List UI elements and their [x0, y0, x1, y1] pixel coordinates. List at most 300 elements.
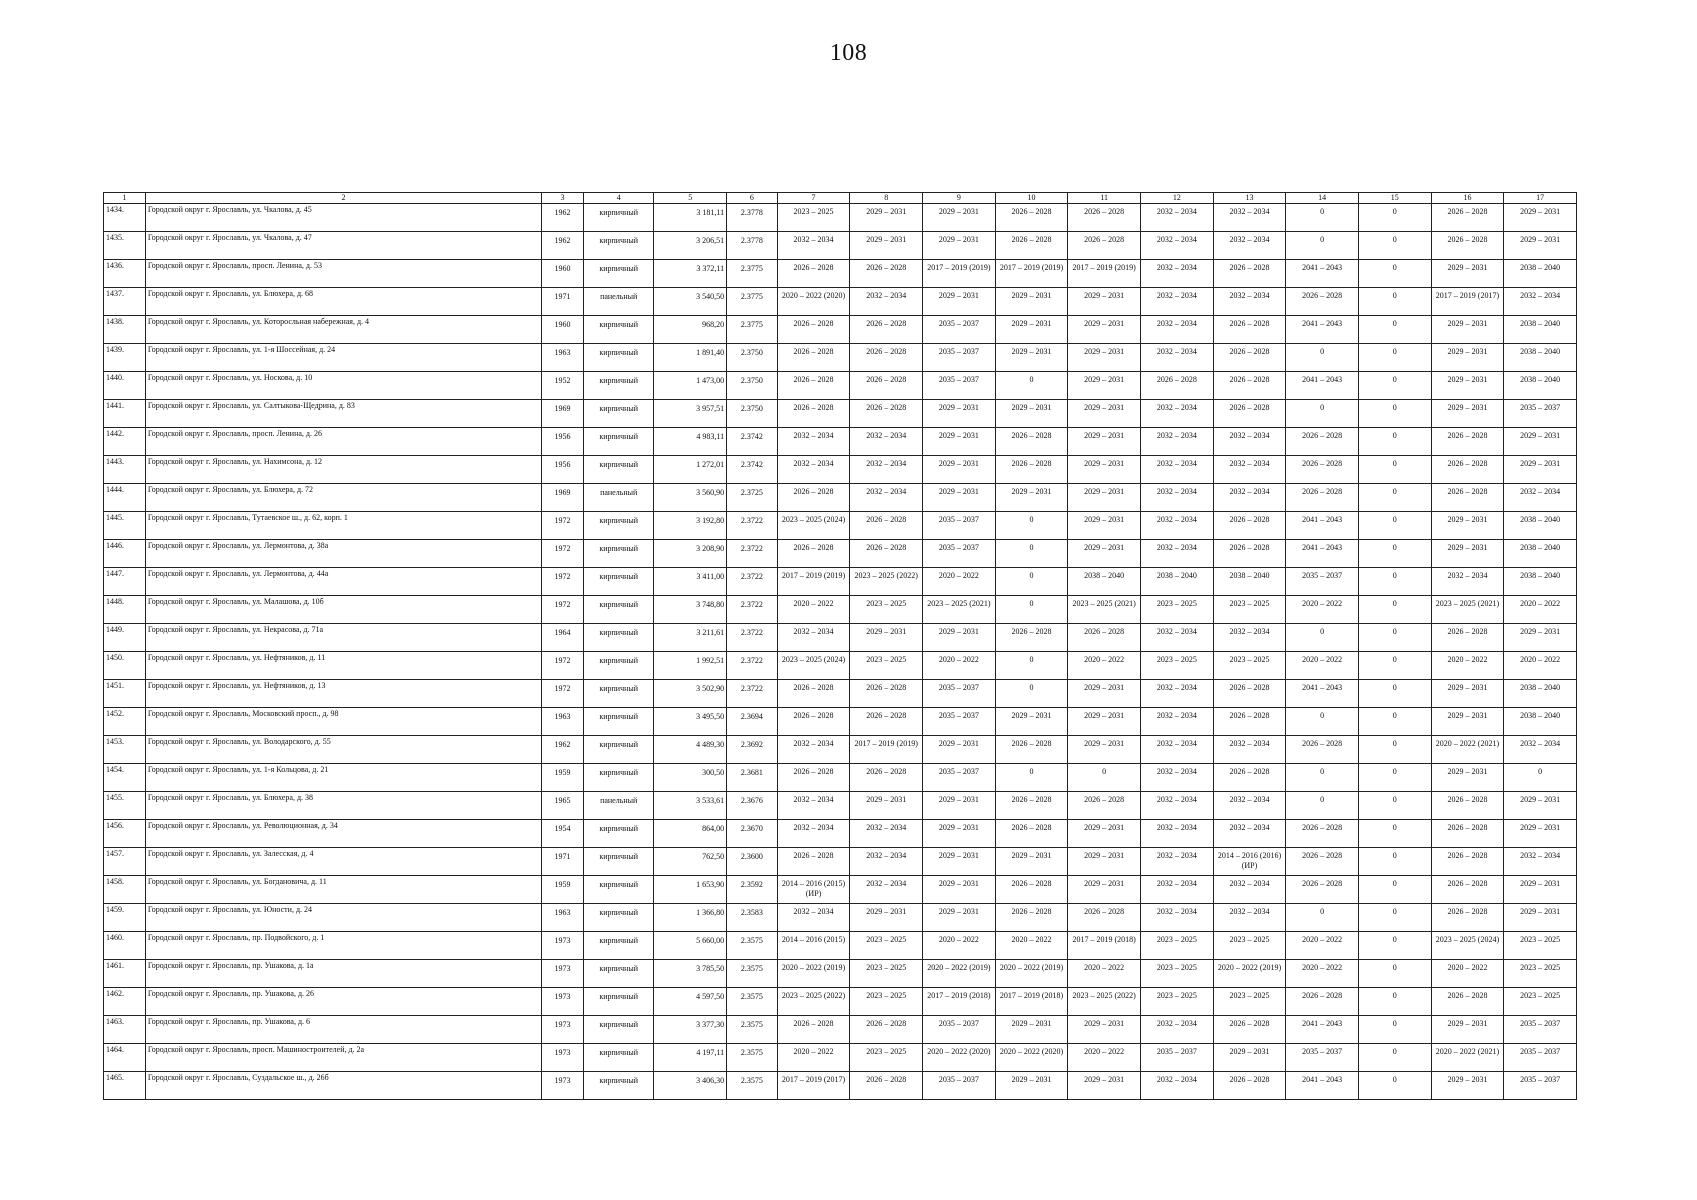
- row-number-cell: 1455.: [104, 792, 146, 820]
- table-row: [104, 764, 1577, 792]
- period-cell: 2029 – 2031: [1431, 1072, 1504, 1100]
- table-row: [104, 204, 1577, 232]
- period-cell: 2020 – 2022 (2019): [995, 960, 1068, 988]
- row-number-cell: 1456.: [104, 820, 146, 848]
- period-cell: 2020 – 2022 (2021): [1431, 1044, 1504, 1072]
- build-year-cell: 1956: [542, 456, 584, 484]
- period-cell: 0: [1358, 344, 1431, 372]
- period-cell: 0: [995, 652, 1068, 680]
- period-cell: 2026 – 2028: [850, 708, 923, 736]
- period-cell: 2035 – 2037: [923, 372, 996, 400]
- period-cell: 2029 – 2031: [1068, 400, 1141, 428]
- area-cell: 3 411,00: [654, 568, 727, 596]
- period-cell: 2026 – 2028: [777, 680, 850, 708]
- period-cell: 2026 – 2028: [777, 316, 850, 344]
- row-number-cell: 1465.: [104, 1072, 146, 1100]
- period-cell: 2020 – 2022 (2021): [1431, 736, 1504, 764]
- period-cell: 0: [1286, 708, 1359, 736]
- address-cell: Городской округ г. Ярославль, Московский просп., д. 98: [145, 708, 541, 736]
- period-cell: 2026 – 2028: [1431, 624, 1504, 652]
- column-header-6: 6: [727, 193, 778, 204]
- row-number-cell: 1464.: [104, 1044, 146, 1072]
- period-cell: 2026 – 2028: [850, 1016, 923, 1044]
- period-cell: 2026 – 2028: [995, 792, 1068, 820]
- period-cell: 2035 – 2037: [923, 540, 996, 568]
- period-cell: 2032 – 2034: [1141, 820, 1214, 848]
- build-year-cell: 1969: [542, 400, 584, 428]
- period-cell: 2020 – 2022: [777, 1044, 850, 1072]
- period-cell: 2026 – 2028: [1286, 456, 1359, 484]
- area-cell: 3 406,30: [654, 1072, 727, 1100]
- row-number-cell: 1457.: [104, 848, 146, 876]
- period-cell: 2029 – 2031: [1504, 876, 1577, 904]
- period-cell: 2023 – 2025 (2021): [1431, 596, 1504, 624]
- column-header-11: 11: [1068, 193, 1141, 204]
- area-cell: 3 206,51: [654, 232, 727, 260]
- column-header-13: 13: [1213, 193, 1286, 204]
- period-cell: 0: [1358, 512, 1431, 540]
- wall-material-cell: кирпичный: [583, 1072, 653, 1100]
- period-cell: 2038 – 2040: [1504, 512, 1577, 540]
- table-row: [104, 512, 1577, 540]
- period-cell: 2029 – 2031: [1068, 1072, 1141, 1100]
- period-cell: 2029 – 2031: [1068, 848, 1141, 876]
- period-cell: 2026 – 2028: [995, 876, 1068, 904]
- period-cell: 2020 – 2022: [1504, 652, 1577, 680]
- period-cell: 2026 – 2028: [777, 708, 850, 736]
- period-cell: 2023 – 2025 (2024): [1431, 932, 1504, 960]
- period-cell: 2032 – 2034: [1504, 848, 1577, 876]
- period-cell: 0: [1358, 792, 1431, 820]
- period-cell: 2032 – 2034: [1141, 792, 1214, 820]
- area-cell: 3 748,80: [654, 596, 727, 624]
- address-cell: Городской округ г. Ярославль, ул. Богдановича, д. 11: [145, 876, 541, 904]
- period-cell: 2029 – 2031: [923, 484, 996, 512]
- area-cell: 762,50: [654, 848, 727, 876]
- period-cell: 2026 – 2028: [1431, 988, 1504, 1016]
- period-cell: 2023 – 2025: [1213, 988, 1286, 1016]
- period-cell: 2026 – 2028: [1213, 540, 1286, 568]
- period-cell: 2026 – 2028: [995, 624, 1068, 652]
- period-cell: 2026 – 2028: [1213, 764, 1286, 792]
- period-cell: 2023 – 2025: [1213, 652, 1286, 680]
- column-header-5: 5: [654, 193, 727, 204]
- build-year-cell: 1971: [542, 288, 584, 316]
- table-row: [104, 596, 1577, 624]
- wall-material-cell: кирпичный: [583, 232, 653, 260]
- address-cell: Городской округ г. Ярославль, ул. Блюхера, д. 38: [145, 792, 541, 820]
- period-cell: 0: [1286, 792, 1359, 820]
- wall-material-cell: кирпичный: [583, 960, 653, 988]
- table-row: [104, 988, 1577, 1016]
- period-cell: 2029 – 2031: [1431, 344, 1504, 372]
- address-cell: Городской округ г. Ярославль, ул. Нефтяников, д. 11: [145, 652, 541, 680]
- period-cell: 2029 – 2031: [1504, 428, 1577, 456]
- period-cell: 0: [1358, 260, 1431, 288]
- row-number-cell: 1450.: [104, 652, 146, 680]
- period-cell: 2032 – 2034: [1213, 204, 1286, 232]
- wall-material-cell: кирпичный: [583, 820, 653, 848]
- wall-material-cell: кирпичный: [583, 708, 653, 736]
- column-header-8: 8: [850, 193, 923, 204]
- period-cell: 2029 – 2031: [995, 316, 1068, 344]
- row-number-cell: 1438.: [104, 316, 146, 344]
- period-cell: 2026 – 2028: [777, 400, 850, 428]
- wall-material-cell: кирпичный: [583, 400, 653, 428]
- period-cell: 2029 – 2031: [1504, 624, 1577, 652]
- period-cell: 2026 – 2028: [1431, 484, 1504, 512]
- wall-material-cell: кирпичный: [583, 344, 653, 372]
- period-cell: 2029 – 2031: [995, 400, 1068, 428]
- row-number-cell: 1462.: [104, 988, 146, 1016]
- period-cell: 2032 – 2034: [1213, 624, 1286, 652]
- period-cell: 2032 – 2034: [1141, 400, 1214, 428]
- period-cell: 2020 – 2022: [923, 652, 996, 680]
- period-cell: 2026 – 2028: [850, 540, 923, 568]
- period-cell: 2029 – 2031: [923, 456, 996, 484]
- period-cell: 2026 – 2028: [995, 232, 1068, 260]
- period-cell: 0: [1358, 932, 1431, 960]
- area-cell: 3 495,50: [654, 708, 727, 736]
- period-cell: 2026 – 2028: [1068, 904, 1141, 932]
- period-cell: 0: [1358, 624, 1431, 652]
- column-header-7: 7: [777, 193, 850, 204]
- wall-material-cell: кирпичный: [583, 456, 653, 484]
- period-cell: 2026 – 2028: [1431, 204, 1504, 232]
- period-cell: 2017 – 2019 (2019): [923, 260, 996, 288]
- coefficient-cell: 2.3722: [727, 652, 778, 680]
- period-cell: 2032 – 2034: [1213, 876, 1286, 904]
- coefficient-cell: 2.3575: [727, 932, 778, 960]
- wall-material-cell: кирпичный: [583, 316, 653, 344]
- table-row: [104, 428, 1577, 456]
- period-cell: 2029 – 2031: [1431, 372, 1504, 400]
- row-number-cell: 1443.: [104, 456, 146, 484]
- row-number-cell: 1461.: [104, 960, 146, 988]
- table-row: [104, 624, 1577, 652]
- table-row: [104, 568, 1577, 596]
- period-cell: 2026 – 2028: [1213, 400, 1286, 428]
- period-cell: 2020 – 2022: [1431, 960, 1504, 988]
- period-cell: 2029 – 2031: [1068, 428, 1141, 456]
- address-cell: Городской округ г. Ярославль, ул. Лермонтова, д. 38а: [145, 540, 541, 568]
- address-cell: Городской округ г. Ярославль, пр. Ушакова, д. 1а: [145, 960, 541, 988]
- period-cell: 2035 – 2037: [923, 680, 996, 708]
- build-year-cell: 1973: [542, 932, 584, 960]
- coefficient-cell: 2.3775: [727, 288, 778, 316]
- row-number-cell: 1440.: [104, 372, 146, 400]
- build-year-cell: 1972: [542, 540, 584, 568]
- period-cell: 2026 – 2028: [777, 764, 850, 792]
- wall-material-cell: кирпичный: [583, 876, 653, 904]
- period-cell: 2023 – 2025: [1504, 932, 1577, 960]
- period-cell: 2029 – 2031: [1068, 1016, 1141, 1044]
- period-cell: 2035 – 2037: [1286, 1044, 1359, 1072]
- period-cell: 2032 – 2034: [1431, 568, 1504, 596]
- period-cell: 2032 – 2034: [777, 904, 850, 932]
- period-cell: 2038 – 2040: [1504, 568, 1577, 596]
- coefficient-cell: 2.3775: [727, 316, 778, 344]
- period-cell: 2032 – 2034: [1141, 316, 1214, 344]
- period-cell: 2023 – 2025: [1141, 932, 1214, 960]
- period-cell: 2026 – 2028: [1213, 1016, 1286, 1044]
- wall-material-cell: кирпичный: [583, 736, 653, 764]
- period-cell: 2032 – 2034: [777, 820, 850, 848]
- address-cell: Городской округ г. Ярославль, пр. Подвойского, д. 1: [145, 932, 541, 960]
- address-cell: Городской округ г. Ярославль, ул. Чкалова, д. 47: [145, 232, 541, 260]
- build-year-cell: 1962: [542, 232, 584, 260]
- build-year-cell: 1962: [542, 204, 584, 232]
- area-cell: 864,00: [654, 820, 727, 848]
- row-number-cell: 1453.: [104, 736, 146, 764]
- period-cell: 2026 – 2028: [777, 484, 850, 512]
- period-cell: 2020 – 2022 (2020): [923, 1044, 996, 1072]
- period-cell: 2032 – 2034: [1141, 736, 1214, 764]
- build-year-cell: 1969: [542, 484, 584, 512]
- period-cell: 2029 – 2031: [923, 428, 996, 456]
- coefficient-cell: 2.3676: [727, 792, 778, 820]
- period-cell: 2029 – 2031: [1068, 540, 1141, 568]
- period-cell: 2023 – 2025 (2021): [1068, 596, 1141, 624]
- period-cell: 0: [1286, 344, 1359, 372]
- period-cell: 2032 – 2034: [777, 456, 850, 484]
- column-header-4: 4: [583, 193, 653, 204]
- period-cell: 2041 – 2043: [1286, 540, 1359, 568]
- period-cell: 2029 – 2031: [995, 1016, 1068, 1044]
- row-number-cell: 1448.: [104, 596, 146, 624]
- period-cell: 2032 – 2034: [1504, 736, 1577, 764]
- period-cell: 2026 – 2028: [1286, 428, 1359, 456]
- wall-material-cell: кирпичный: [583, 764, 653, 792]
- period-cell: 2035 – 2037: [923, 1072, 996, 1100]
- period-cell: 2038 – 2040: [1504, 260, 1577, 288]
- coefficient-cell: 2.3575: [727, 1016, 778, 1044]
- period-cell: 0: [1358, 1016, 1431, 1044]
- period-cell: 2032 – 2034: [850, 876, 923, 904]
- period-cell: 2026 – 2028: [1431, 876, 1504, 904]
- period-cell: 2029 – 2031: [923, 288, 996, 316]
- period-cell: 2026 – 2028: [1286, 736, 1359, 764]
- period-cell: 2020 – 2022: [1431, 652, 1504, 680]
- build-year-cell: 1952: [542, 372, 584, 400]
- coefficient-cell: 2.3778: [727, 232, 778, 260]
- period-cell: 2032 – 2034: [1141, 484, 1214, 512]
- build-year-cell: 1973: [542, 1044, 584, 1072]
- period-cell: 2017 – 2019 (2018): [1068, 932, 1141, 960]
- period-cell: 2032 – 2034: [777, 736, 850, 764]
- coefficient-cell: 2.3694: [727, 708, 778, 736]
- build-year-cell: 1959: [542, 876, 584, 904]
- period-cell: 2023 – 2025: [1141, 652, 1214, 680]
- period-cell: 2041 – 2043: [1286, 680, 1359, 708]
- period-cell: 2032 – 2034: [777, 792, 850, 820]
- period-cell: 2032 – 2034: [1213, 232, 1286, 260]
- period-cell: 2026 – 2028: [1431, 792, 1504, 820]
- coefficient-cell: 2.3778: [727, 204, 778, 232]
- column-header-2: 2: [145, 193, 541, 204]
- period-cell: 2041 – 2043: [1286, 372, 1359, 400]
- period-cell: 2026 – 2028: [995, 428, 1068, 456]
- row-number-cell: 1439.: [104, 344, 146, 372]
- coefficient-cell: 2.3722: [727, 680, 778, 708]
- period-cell: 2035 – 2037: [1141, 1044, 1214, 1072]
- page-number: 108: [829, 40, 868, 66]
- period-cell: 2026 – 2028: [850, 316, 923, 344]
- period-cell: 2035 – 2037: [1286, 568, 1359, 596]
- period-cell: 2023 – 2025: [1213, 596, 1286, 624]
- period-cell: 2041 – 2043: [1286, 1072, 1359, 1100]
- period-cell: 2035 – 2037: [1504, 1044, 1577, 1072]
- period-cell: 2029 – 2031: [1213, 1044, 1286, 1072]
- row-number-cell: 1451.: [104, 680, 146, 708]
- coefficient-cell: 2.3575: [727, 1072, 778, 1100]
- period-cell: 2026 – 2028: [995, 736, 1068, 764]
- period-cell: 2023 – 2025: [850, 960, 923, 988]
- period-cell: 2023 – 2025: [1213, 932, 1286, 960]
- period-cell: 2026 – 2028: [995, 820, 1068, 848]
- period-cell: 2017 – 2019 (2019): [1068, 260, 1141, 288]
- period-cell: 2029 – 2031: [1068, 344, 1141, 372]
- table-row: [104, 680, 1577, 708]
- period-cell: 2014 – 2016 (2015) (ИР): [777, 876, 850, 904]
- period-cell: 2017 – 2019 (2018): [923, 988, 996, 1016]
- period-cell: 2032 – 2034: [1141, 260, 1214, 288]
- area-cell: 968,20: [654, 316, 727, 344]
- table-row: [104, 820, 1577, 848]
- address-cell: Городской округ г. Ярославль, ул. Которосльная набережная, д. 4: [145, 316, 541, 344]
- period-cell: 2029 – 2031: [1431, 400, 1504, 428]
- period-cell: 2023 – 2025 (2024): [777, 652, 850, 680]
- wall-material-cell: кирпичный: [583, 512, 653, 540]
- period-cell: 0: [995, 596, 1068, 624]
- period-cell: 2026 – 2028: [850, 344, 923, 372]
- coefficient-cell: 2.3722: [727, 540, 778, 568]
- area-cell: 3 181,11: [654, 204, 727, 232]
- area-cell: 3 192,80: [654, 512, 727, 540]
- build-year-cell: 1960: [542, 260, 584, 288]
- period-cell: 2026 – 2028: [1286, 988, 1359, 1016]
- period-cell: 2029 – 2031: [923, 848, 996, 876]
- table-row: [104, 792, 1577, 820]
- period-cell: 2029 – 2031: [1504, 456, 1577, 484]
- housing-table: [103, 192, 1577, 1100]
- period-cell: 2032 – 2034: [1141, 232, 1214, 260]
- period-cell: 2023 – 2025 (2024): [777, 512, 850, 540]
- address-cell: Городской округ г. Ярославль, ул. Салтыкова-Щедрина, д. 83: [145, 400, 541, 428]
- period-cell: 2026 – 2028: [1213, 1072, 1286, 1100]
- row-number-cell: 1441.: [104, 400, 146, 428]
- address-cell: Городской округ г. Ярославль, ул. Блюхера, д. 68: [145, 288, 541, 316]
- period-cell: 2032 – 2034: [1141, 848, 1214, 876]
- coefficient-cell: 2.3775: [727, 260, 778, 288]
- coefficient-cell: 2.3592: [727, 876, 778, 904]
- period-cell: 2020 – 2022: [1068, 652, 1141, 680]
- period-cell: 0: [1358, 820, 1431, 848]
- coefficient-cell: 2.3750: [727, 344, 778, 372]
- address-cell: Городской округ г. Ярославль, ул. Революционная, д. 34: [145, 820, 541, 848]
- area-cell: 1 473,00: [654, 372, 727, 400]
- wall-material-cell: панельный: [583, 792, 653, 820]
- area-cell: 1 272,01: [654, 456, 727, 484]
- period-cell: 0: [1358, 540, 1431, 568]
- address-cell: Городской округ г. Ярославль, ул. Юности, д. 24: [145, 904, 541, 932]
- coefficient-cell: 2.3670: [727, 820, 778, 848]
- period-cell: 2029 – 2031: [850, 792, 923, 820]
- build-year-cell: 1972: [542, 596, 584, 624]
- period-cell: 2032 – 2034: [1213, 428, 1286, 456]
- period-cell: 2032 – 2034: [1141, 204, 1214, 232]
- wall-material-cell: кирпичный: [583, 624, 653, 652]
- period-cell: 0: [1286, 764, 1359, 792]
- table-row: [104, 288, 1577, 316]
- address-cell: Городской округ г. Ярославль, ул. 1-я Кольцова, д. 21: [145, 764, 541, 792]
- coefficient-cell: 2.3722: [727, 512, 778, 540]
- period-cell: 2029 – 2031: [923, 400, 996, 428]
- build-year-cell: 1971: [542, 848, 584, 876]
- address-cell: Городской округ г. Ярославль, пр. Ушакова, д. 6: [145, 1016, 541, 1044]
- wall-material-cell: кирпичный: [583, 428, 653, 456]
- row-number-cell: 1447.: [104, 568, 146, 596]
- period-cell: 2029 – 2031: [1504, 820, 1577, 848]
- period-cell: 2020 – 2022 (2019): [777, 960, 850, 988]
- row-number-cell: 1436.: [104, 260, 146, 288]
- period-cell: 2029 – 2031: [1068, 736, 1141, 764]
- period-cell: 2035 – 2037: [1504, 1072, 1577, 1100]
- period-cell: 2029 – 2031: [923, 820, 996, 848]
- coefficient-cell: 2.3750: [727, 400, 778, 428]
- table-row: [104, 1072, 1577, 1100]
- address-cell: Городской округ г. Ярославль, ул. 1-я Шоссейная, д. 24: [145, 344, 541, 372]
- address-cell: Городской округ г. Ярославль, ул. Володарского, д. 55: [145, 736, 541, 764]
- coefficient-cell: 2.3722: [727, 624, 778, 652]
- period-cell: 2017 – 2019 (2018): [995, 988, 1068, 1016]
- period-cell: 2029 – 2031: [923, 792, 996, 820]
- period-cell: 2026 – 2028: [1213, 260, 1286, 288]
- row-number-cell: 1442.: [104, 428, 146, 456]
- period-cell: 2029 – 2031: [1431, 260, 1504, 288]
- period-cell: 2032 – 2034: [1141, 540, 1214, 568]
- period-cell: 2023 – 2025: [777, 204, 850, 232]
- period-cell: 2038 – 2040: [1141, 568, 1214, 596]
- area-cell: 4 489,30: [654, 736, 727, 764]
- period-cell: 2023 – 2025: [1141, 596, 1214, 624]
- table-row: [104, 876, 1577, 904]
- table-row: [104, 344, 1577, 372]
- period-cell: 2032 – 2034: [1213, 456, 1286, 484]
- period-cell: 2032 – 2034: [1141, 680, 1214, 708]
- build-year-cell: 1964: [542, 624, 584, 652]
- period-cell: 2032 – 2034: [1213, 792, 1286, 820]
- period-cell: 2026 – 2028: [850, 512, 923, 540]
- period-cell: 2023 – 2025: [850, 932, 923, 960]
- housing-table-container: [103, 192, 1577, 1100]
- table-row: [104, 484, 1577, 512]
- build-year-cell: 1973: [542, 1072, 584, 1100]
- period-cell: 2026 – 2028: [1068, 232, 1141, 260]
- period-cell: 2032 – 2034: [850, 848, 923, 876]
- period-cell: 2026 – 2028: [850, 1072, 923, 1100]
- period-cell: 2020 – 2022: [1068, 960, 1141, 988]
- row-number-cell: 1458.: [104, 876, 146, 904]
- address-cell: Городской округ г. Ярославль, ул. Некрасова, д. 71а: [145, 624, 541, 652]
- build-year-cell: 1973: [542, 1016, 584, 1044]
- table-row: [104, 456, 1577, 484]
- area-cell: 4 197,11: [654, 1044, 727, 1072]
- period-cell: 2026 – 2028: [777, 540, 850, 568]
- period-cell: 2029 – 2031: [1504, 904, 1577, 932]
- period-cell: 2035 – 2037: [923, 316, 996, 344]
- table-row: [104, 260, 1577, 288]
